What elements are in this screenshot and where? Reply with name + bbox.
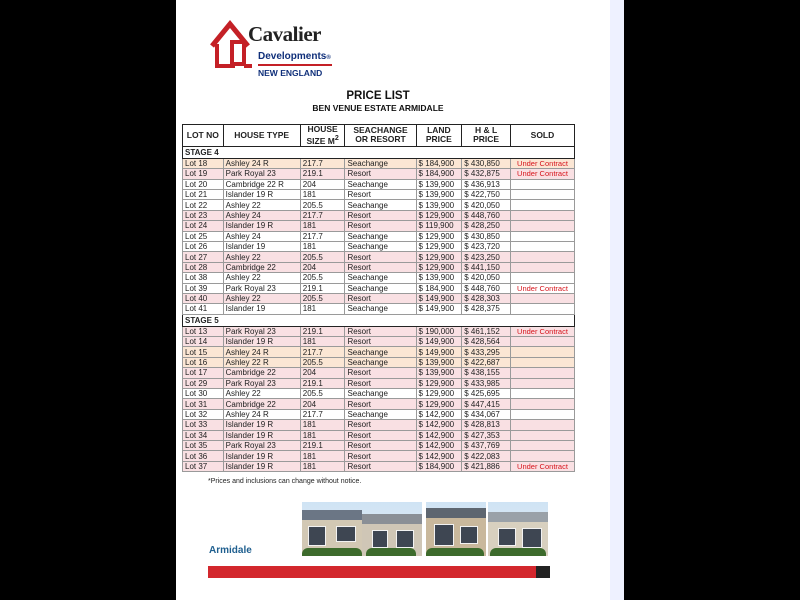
cell-hl-price: $ 448,760 bbox=[462, 210, 511, 220]
cell-size: 181 bbox=[300, 430, 345, 440]
cell-size: 204 bbox=[300, 368, 345, 378]
cell-land-price: $ 184,900 bbox=[416, 158, 462, 168]
cell-land-price: $ 129,900 bbox=[416, 389, 462, 399]
table-row bbox=[183, 179, 575, 189]
cell-land-price: $ 129,900 bbox=[416, 252, 462, 262]
cell-lot: Lot 32 bbox=[183, 409, 224, 419]
cell-land-price: $ 149,900 bbox=[416, 304, 462, 314]
table-row bbox=[183, 347, 575, 357]
stage-label: STAGE 4 bbox=[183, 146, 575, 158]
cell-lot: Lot 33 bbox=[183, 420, 224, 430]
cell-land-price: $ 139,900 bbox=[416, 190, 462, 200]
cell-house-type: Ashley 22 bbox=[223, 252, 300, 262]
cell-hl-price: $ 447,415 bbox=[462, 399, 511, 409]
col-land-price: LAND PRICE bbox=[416, 125, 462, 147]
cell-hl-price: $ 436,913 bbox=[462, 179, 511, 189]
table-row bbox=[183, 200, 575, 210]
table-row bbox=[183, 461, 575, 471]
cell-hl-price: $ 432,875 bbox=[462, 169, 511, 179]
table-row bbox=[183, 241, 575, 251]
logo-wordmark: Cavalier bbox=[248, 22, 321, 46]
cell-house-type: Islander 19 R bbox=[223, 190, 300, 200]
cell-house-type: Islander 19 R bbox=[223, 461, 300, 471]
cell-sold bbox=[510, 368, 574, 378]
table-row bbox=[183, 420, 575, 430]
cell-setting: Resort bbox=[345, 252, 416, 262]
cell-size: 219.1 bbox=[300, 326, 345, 336]
cell-hl-price: $ 448,760 bbox=[462, 283, 511, 293]
cell-house-type: Park Royal 23 bbox=[223, 283, 300, 293]
cell-sold bbox=[510, 273, 574, 283]
cell-land-price: $ 139,900 bbox=[416, 273, 462, 283]
cell-house-type: Islander 19 R bbox=[223, 221, 300, 231]
cell-lot: Lot 19 bbox=[183, 169, 224, 179]
cell-land-price: $ 149,900 bbox=[416, 347, 462, 357]
cell-land-price: $ 129,900 bbox=[416, 241, 462, 251]
cell-setting: Resort bbox=[345, 221, 416, 231]
cell-sold: Under Contract bbox=[510, 283, 574, 293]
cell-house-type: Park Royal 23 bbox=[223, 440, 300, 450]
table-row bbox=[183, 451, 575, 461]
cell-hl-price: $ 441,150 bbox=[462, 262, 511, 272]
cell-sold bbox=[510, 262, 574, 272]
cell-house-type: Cambridge 22 R bbox=[223, 179, 300, 189]
cell-house-type: Ashley 24 R bbox=[223, 158, 300, 168]
cell-lot: Lot 27 bbox=[183, 252, 224, 262]
cell-land-price: $ 149,900 bbox=[416, 337, 462, 347]
cell-lot: Lot 13 bbox=[183, 326, 224, 336]
disclaimer-note: *Prices and inclusions can change without notice. bbox=[208, 478, 362, 485]
cell-setting: Seachange bbox=[345, 200, 416, 210]
cell-sold bbox=[510, 430, 574, 440]
cell-sold bbox=[510, 357, 574, 367]
cell-size: 219.1 bbox=[300, 440, 345, 450]
cell-size: 219.1 bbox=[300, 378, 345, 388]
cell-hl-price: $ 421,886 bbox=[462, 461, 511, 471]
cell-sold bbox=[510, 179, 574, 189]
page-title: PRICE LIST bbox=[346, 90, 410, 102]
cell-size: 205.5 bbox=[300, 252, 345, 262]
cell-sold bbox=[510, 420, 574, 430]
table-row bbox=[183, 169, 575, 179]
cell-setting: Seachange bbox=[345, 273, 416, 283]
col-setting: SEACHANGE OR RESORT bbox=[345, 125, 416, 147]
table-row bbox=[183, 210, 575, 220]
cell-land-price: $ 149,900 bbox=[416, 293, 462, 303]
cell-land-price: $ 139,900 bbox=[416, 357, 462, 367]
cell-sold: Under Contract bbox=[510, 326, 574, 336]
table-row bbox=[183, 389, 575, 399]
cell-size: 217.7 bbox=[300, 347, 345, 357]
cell-lot: Lot 31 bbox=[183, 399, 224, 409]
cell-size: 217.7 bbox=[300, 210, 345, 220]
cell-lot: Lot 22 bbox=[183, 200, 224, 210]
table-row bbox=[183, 273, 575, 283]
cell-setting: Seachange bbox=[345, 283, 416, 293]
cell-sold bbox=[510, 200, 574, 210]
cell-setting: Resort bbox=[345, 293, 416, 303]
cell-lot: Lot 37 bbox=[183, 461, 224, 471]
cell-setting: Resort bbox=[345, 190, 416, 200]
cell-land-price: $ 139,900 bbox=[416, 368, 462, 378]
cell-house-type: Islander 19 bbox=[223, 241, 300, 251]
cell-hl-price: $ 438,155 bbox=[462, 368, 511, 378]
cell-setting: Seachange bbox=[345, 179, 416, 189]
cell-sold bbox=[510, 252, 574, 262]
cell-land-price: $ 139,900 bbox=[416, 179, 462, 189]
table-row bbox=[183, 304, 575, 314]
cell-sold bbox=[510, 440, 574, 450]
cell-house-type: Ashley 22 bbox=[223, 273, 300, 283]
brand-label: Armidale bbox=[209, 545, 252, 556]
cell-sold bbox=[510, 337, 574, 347]
cell-land-price: $ 129,900 bbox=[416, 231, 462, 241]
table-row bbox=[183, 262, 575, 272]
table-body bbox=[183, 146, 575, 471]
cell-lot: Lot 36 bbox=[183, 451, 224, 461]
cell-setting: Seachange bbox=[345, 158, 416, 168]
cell-hl-price: $ 423,720 bbox=[462, 241, 511, 251]
cell-lot: Lot 15 bbox=[183, 347, 224, 357]
cell-land-price: $ 142,900 bbox=[416, 430, 462, 440]
cell-house-type: Ashley 22 bbox=[223, 200, 300, 210]
table-row bbox=[183, 337, 575, 347]
cell-land-price: $ 142,900 bbox=[416, 440, 462, 450]
cell-house-type: Islander 19 R bbox=[223, 430, 300, 440]
price-table bbox=[182, 124, 575, 472]
footer-stripe bbox=[208, 566, 536, 578]
cell-sold bbox=[510, 347, 574, 357]
cell-setting: Resort bbox=[345, 451, 416, 461]
cell-house-type: Ashley 22 R bbox=[223, 357, 300, 367]
cell-sold bbox=[510, 304, 574, 314]
cell-lot: Lot 21 bbox=[183, 190, 224, 200]
cell-setting: Resort bbox=[345, 326, 416, 336]
cell-house-type: Ashley 22 bbox=[223, 293, 300, 303]
cell-sold bbox=[510, 293, 574, 303]
table-row bbox=[183, 190, 575, 200]
cell-setting: Resort bbox=[345, 210, 416, 220]
cell-size: 181 bbox=[300, 241, 345, 251]
cell-size: 181 bbox=[300, 221, 345, 231]
cell-size: 181 bbox=[300, 420, 345, 430]
cell-land-price: $ 129,900 bbox=[416, 378, 462, 388]
table-row bbox=[183, 252, 575, 262]
house-photo-4 bbox=[488, 502, 548, 556]
cell-lot: Lot 41 bbox=[183, 304, 224, 314]
cell-hl-price: $ 420,050 bbox=[462, 273, 511, 283]
cell-setting: Seachange bbox=[345, 347, 416, 357]
cell-hl-price: $ 430,850 bbox=[462, 231, 511, 241]
cell-lot: Lot 38 bbox=[183, 273, 224, 283]
cell-size: 204 bbox=[300, 179, 345, 189]
cell-size: 205.5 bbox=[300, 293, 345, 303]
cell-lot: Lot 39 bbox=[183, 283, 224, 293]
cell-sold bbox=[510, 399, 574, 409]
cell-setting: Resort bbox=[345, 440, 416, 450]
cell-house-type: Park Royal 23 bbox=[223, 378, 300, 388]
cell-house-type: Park Royal 23 bbox=[223, 169, 300, 179]
cell-house-type: Ashley 22 bbox=[223, 389, 300, 399]
cell-house-type: Ashley 24 bbox=[223, 210, 300, 220]
cell-setting: Resort bbox=[345, 368, 416, 378]
cell-size: 217.7 bbox=[300, 409, 345, 419]
cell-hl-price: $ 422,750 bbox=[462, 190, 511, 200]
cell-size: 204 bbox=[300, 262, 345, 272]
cell-land-price: $ 184,900 bbox=[416, 283, 462, 293]
cell-hl-price: $ 428,375 bbox=[462, 304, 511, 314]
cell-land-price: $ 142,900 bbox=[416, 409, 462, 419]
page-subtitle: BEN VENUE ESTATE ARMIDALE bbox=[312, 103, 444, 113]
cell-house-type: Ashley 24 R bbox=[223, 347, 300, 357]
cell-sold bbox=[510, 451, 574, 461]
cell-sold: Under Contract bbox=[510, 169, 574, 179]
cell-lot: Lot 34 bbox=[183, 430, 224, 440]
cell-lot: Lot 20 bbox=[183, 179, 224, 189]
cell-land-price: $ 139,900 bbox=[416, 200, 462, 210]
cell-lot: Lot 30 bbox=[183, 389, 224, 399]
cell-setting: Seachange bbox=[345, 304, 416, 314]
cell-house-type: Islander 19 R bbox=[223, 420, 300, 430]
table-row bbox=[183, 357, 575, 367]
cell-setting: Seachange bbox=[345, 389, 416, 399]
table-row bbox=[183, 430, 575, 440]
table-row bbox=[183, 283, 575, 293]
cell-sold bbox=[510, 389, 574, 399]
cell-setting: Resort bbox=[345, 399, 416, 409]
cell-size: 205.5 bbox=[300, 273, 345, 283]
stage-label: STAGE 5 bbox=[183, 314, 575, 326]
cell-land-price: $ 142,900 bbox=[416, 451, 462, 461]
cell-sold: Under Contract bbox=[510, 158, 574, 168]
table-row bbox=[183, 378, 575, 388]
cell-sold bbox=[510, 210, 574, 220]
cell-hl-price: $ 425,695 bbox=[462, 389, 511, 399]
cell-house-type: Islander 19 R bbox=[223, 337, 300, 347]
cell-hl-price: $ 428,250 bbox=[462, 221, 511, 231]
cell-land-price: $ 184,900 bbox=[416, 169, 462, 179]
cell-hl-price: $ 461,152 bbox=[462, 326, 511, 336]
col-house-type: HOUSE TYPE bbox=[223, 125, 300, 147]
cell-setting: Resort bbox=[345, 461, 416, 471]
cell-lot: Lot 35 bbox=[183, 440, 224, 450]
cell-size: 181 bbox=[300, 190, 345, 200]
cell-house-type: Park Royal 23 bbox=[223, 326, 300, 336]
cell-house-type: Cambridge 22 bbox=[223, 368, 300, 378]
cell-hl-price: $ 428,564 bbox=[462, 337, 511, 347]
cell-setting: Resort bbox=[345, 262, 416, 272]
cell-size: 181 bbox=[300, 304, 345, 314]
cell-hl-price: $ 423,250 bbox=[462, 252, 511, 262]
cell-land-price: $ 142,900 bbox=[416, 420, 462, 430]
stage-row bbox=[183, 314, 575, 326]
house-photo-2 bbox=[362, 502, 422, 556]
cell-hl-price: $ 433,295 bbox=[462, 347, 511, 357]
house-photo-1 bbox=[302, 502, 362, 556]
table-row bbox=[183, 231, 575, 241]
cell-size: 217.7 bbox=[300, 158, 345, 168]
cell-hl-price: $ 428,813 bbox=[462, 420, 511, 430]
table-row bbox=[183, 158, 575, 168]
cell-sold bbox=[510, 231, 574, 241]
cell-size: 181 bbox=[300, 451, 345, 461]
cell-hl-price: $ 428,303 bbox=[462, 293, 511, 303]
table-row bbox=[183, 440, 575, 450]
cell-land-price: $ 129,900 bbox=[416, 399, 462, 409]
cell-lot: Lot 28 bbox=[183, 262, 224, 272]
cell-land-price: $ 129,900 bbox=[416, 210, 462, 220]
cell-size: 204 bbox=[300, 399, 345, 409]
cell-house-type: Islander 19 R bbox=[223, 451, 300, 461]
cell-setting: Resort bbox=[345, 337, 416, 347]
table-row bbox=[183, 221, 575, 231]
cell-hl-price: $ 434,067 bbox=[462, 409, 511, 419]
cell-setting: Seachange bbox=[345, 231, 416, 241]
cell-size: 205.5 bbox=[300, 357, 345, 367]
cell-hl-price: $ 433,985 bbox=[462, 378, 511, 388]
cell-sold bbox=[510, 221, 574, 231]
house-photo-3 bbox=[426, 502, 486, 556]
cell-size: 219.1 bbox=[300, 169, 345, 179]
col-hl-price: H & L PRICE bbox=[462, 125, 511, 147]
cell-hl-price: $ 430,850 bbox=[462, 158, 511, 168]
logo-subtitle: Developments® bbox=[258, 51, 331, 62]
cell-hl-price: $ 420,050 bbox=[462, 200, 511, 210]
cell-house-type: Ashley 24 bbox=[223, 231, 300, 241]
page-edge bbox=[610, 0, 624, 600]
table-header bbox=[183, 125, 575, 147]
cell-size: 181 bbox=[300, 461, 345, 471]
cell-lot: Lot 25 bbox=[183, 231, 224, 241]
cell-sold bbox=[510, 378, 574, 388]
table-row bbox=[183, 399, 575, 409]
cell-size: 219.1 bbox=[300, 283, 345, 293]
cell-sold bbox=[510, 241, 574, 251]
cell-lot: Lot 24 bbox=[183, 221, 224, 231]
table-row bbox=[183, 409, 575, 419]
stage-row bbox=[183, 146, 575, 158]
cell-house-type: Ashley 24 R bbox=[223, 409, 300, 419]
logo-region: NEW ENGLAND bbox=[258, 68, 323, 78]
table-row bbox=[183, 368, 575, 378]
cell-lot: Lot 17 bbox=[183, 368, 224, 378]
cell-lot: Lot 40 bbox=[183, 293, 224, 303]
cell-lot: Lot 29 bbox=[183, 378, 224, 388]
cell-setting: Resort bbox=[345, 430, 416, 440]
cell-size: 205.5 bbox=[300, 200, 345, 210]
col-sold: SOLD bbox=[510, 125, 574, 147]
cell-land-price: $ 184,900 bbox=[416, 461, 462, 471]
col-lot-no: LOT NO bbox=[183, 125, 224, 147]
cell-setting: Resort bbox=[345, 169, 416, 179]
cell-sold bbox=[510, 190, 574, 200]
cell-hl-price: $ 437,769 bbox=[462, 440, 511, 450]
cell-setting: Resort bbox=[345, 420, 416, 430]
cell-setting: Resort bbox=[345, 378, 416, 388]
cell-size: 181 bbox=[300, 337, 345, 347]
cell-house-type: Islander 19 bbox=[223, 304, 300, 314]
cell-sold: Under Contract bbox=[510, 461, 574, 471]
cell-land-price: $ 119,900 bbox=[416, 221, 462, 231]
cell-lot: Lot 18 bbox=[183, 158, 224, 168]
cell-lot: Lot 16 bbox=[183, 357, 224, 367]
table-row bbox=[183, 293, 575, 303]
cell-setting: Seachange bbox=[345, 409, 416, 419]
cell-lot: Lot 23 bbox=[183, 210, 224, 220]
cell-house-type: Cambridge 22 bbox=[223, 399, 300, 409]
col-house-size: HOUSE SIZE $M^2$ bbox=[300, 125, 345, 147]
cell-hl-price: $ 422,687 bbox=[462, 357, 511, 367]
cell-lot: Lot 14 bbox=[183, 337, 224, 347]
cell-sold bbox=[510, 409, 574, 419]
price-list-page bbox=[176, 0, 624, 600]
table-row bbox=[183, 326, 575, 336]
cell-setting: Seachange bbox=[345, 357, 416, 367]
cell-lot: Lot 26 bbox=[183, 241, 224, 251]
cell-hl-price: $ 422,083 bbox=[462, 451, 511, 461]
cell-size: 205.5 bbox=[300, 389, 345, 399]
cell-house-type: Cambridge 22 bbox=[223, 262, 300, 272]
cell-size: 217.7 bbox=[300, 231, 345, 241]
cell-land-price: $ 190,000 bbox=[416, 326, 462, 336]
footer-stripe-end bbox=[536, 566, 550, 578]
logo-underline bbox=[258, 64, 332, 66]
cell-land-price: $ 129,900 bbox=[416, 262, 462, 272]
cell-setting: Seachange bbox=[345, 241, 416, 251]
cell-hl-price: $ 427,353 bbox=[462, 430, 511, 440]
